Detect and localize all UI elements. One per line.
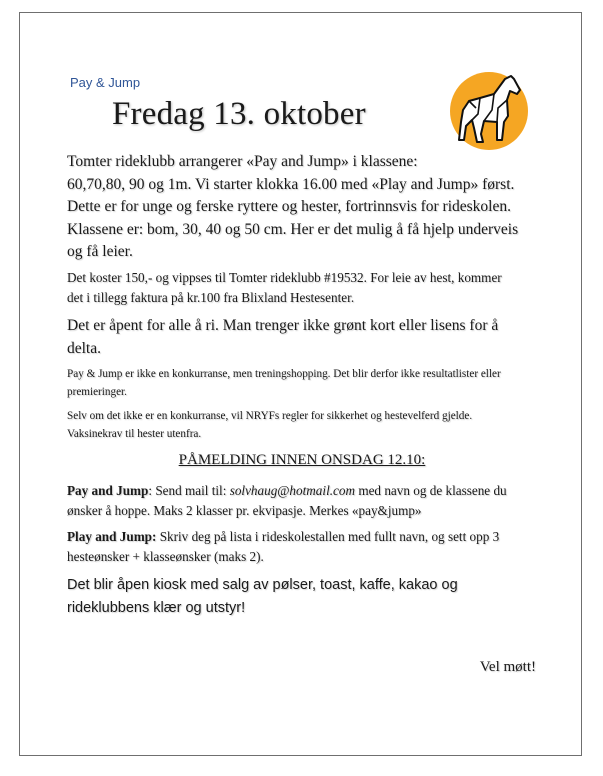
text-line: 60,70,80, 90 og 1m. Vi starter klokka 16.00 med «Play and Jump» først.	[67, 175, 515, 193]
text-line	[67, 481, 547, 501]
text-segment: med navn og de klassene du	[355, 483, 507, 498]
play-and-jump-label: Play and Jump:	[67, 529, 157, 544]
play-and-jump-paragraph	[67, 527, 547, 566]
horse-logo-icon	[448, 70, 530, 152]
text-line: det i tillegg faktura på kr.100 fra Blixland Hestesenter.	[67, 289, 355, 305]
text-line: Det koster 150,- og vippses til Tomter rideklubb #19532. For leie av hest, kommer	[67, 270, 502, 285]
text-line: rideklubbens klær og utstyr!	[67, 599, 246, 616]
kiosk-paragraph	[67, 574, 547, 619]
text-line: Det blir åpen kiosk med salg av pølser, toast, kaffe, kakao og	[67, 577, 458, 593]
text-segment: : Send mail til:	[148, 483, 230, 498]
email-link[interactable]: solvhaug@hotmail.com	[229, 483, 356, 498]
text-line: Vaksinekrav til hester utenfra.	[67, 427, 202, 440]
text-line: Klassene er: bom, 30, 40 og 50 cm. Her er det mulig å få hjelp underveis	[67, 220, 519, 238]
registration-heading: PÅMELDING INNEN ONSDAG 12.10:	[178, 452, 426, 468]
not-competition-paragraph	[67, 366, 547, 401]
text-line: ønsker å hoppe. Maks 2 klasser pr. ekvipasje. Merkes «pay&jump»	[67, 502, 422, 518]
text-line: delta.	[67, 339, 101, 357]
text-line: Pay & Jump er ikke en konkurranse, men treningshopping. Det blir derfor ikke resultatlister eller	[67, 368, 501, 380]
pay-and-jump-label: Pay and Jump	[67, 483, 149, 498]
text-line: premieringer.	[67, 385, 127, 398]
closing-text: Vel møtt!	[479, 659, 536, 675]
price-paragraph	[67, 268, 547, 307]
text-line: og få leier.	[67, 243, 133, 260]
intro-paragraph	[67, 151, 547, 264]
text-line: Det er åpent for alle å ri. Man trenger ikke grønt kort eller lisens for å	[67, 317, 499, 334]
rules-paragraph	[67, 408, 547, 443]
text-line: Tomter rideklubb arrangerer «Pay and Jump» i klassene:	[67, 153, 418, 170]
pay-and-jump-paragraph	[67, 481, 547, 520]
text-line: Selv om det ikke er en konkurranse, vil NRYFs regler for sikkerhet og hestevelferd gjelde.	[67, 410, 473, 422]
open-for-all-paragraph	[67, 315, 547, 360]
text-segment: Skriv deg på lista i rideskolestallen med fullt navn, og sett opp 3	[156, 529, 500, 544]
text-line: hesteønsker + klasseønsker (maks 2).	[67, 548, 264, 564]
text-line	[67, 527, 547, 547]
text-line: Dette er for unge og ferske ryttere og hester, fortrinnsvis for rideskolen.	[67, 198, 511, 215]
page-header: Pay & Jump	[70, 75, 141, 90]
page-title: Fredag 13. oktober	[112, 96, 366, 132]
